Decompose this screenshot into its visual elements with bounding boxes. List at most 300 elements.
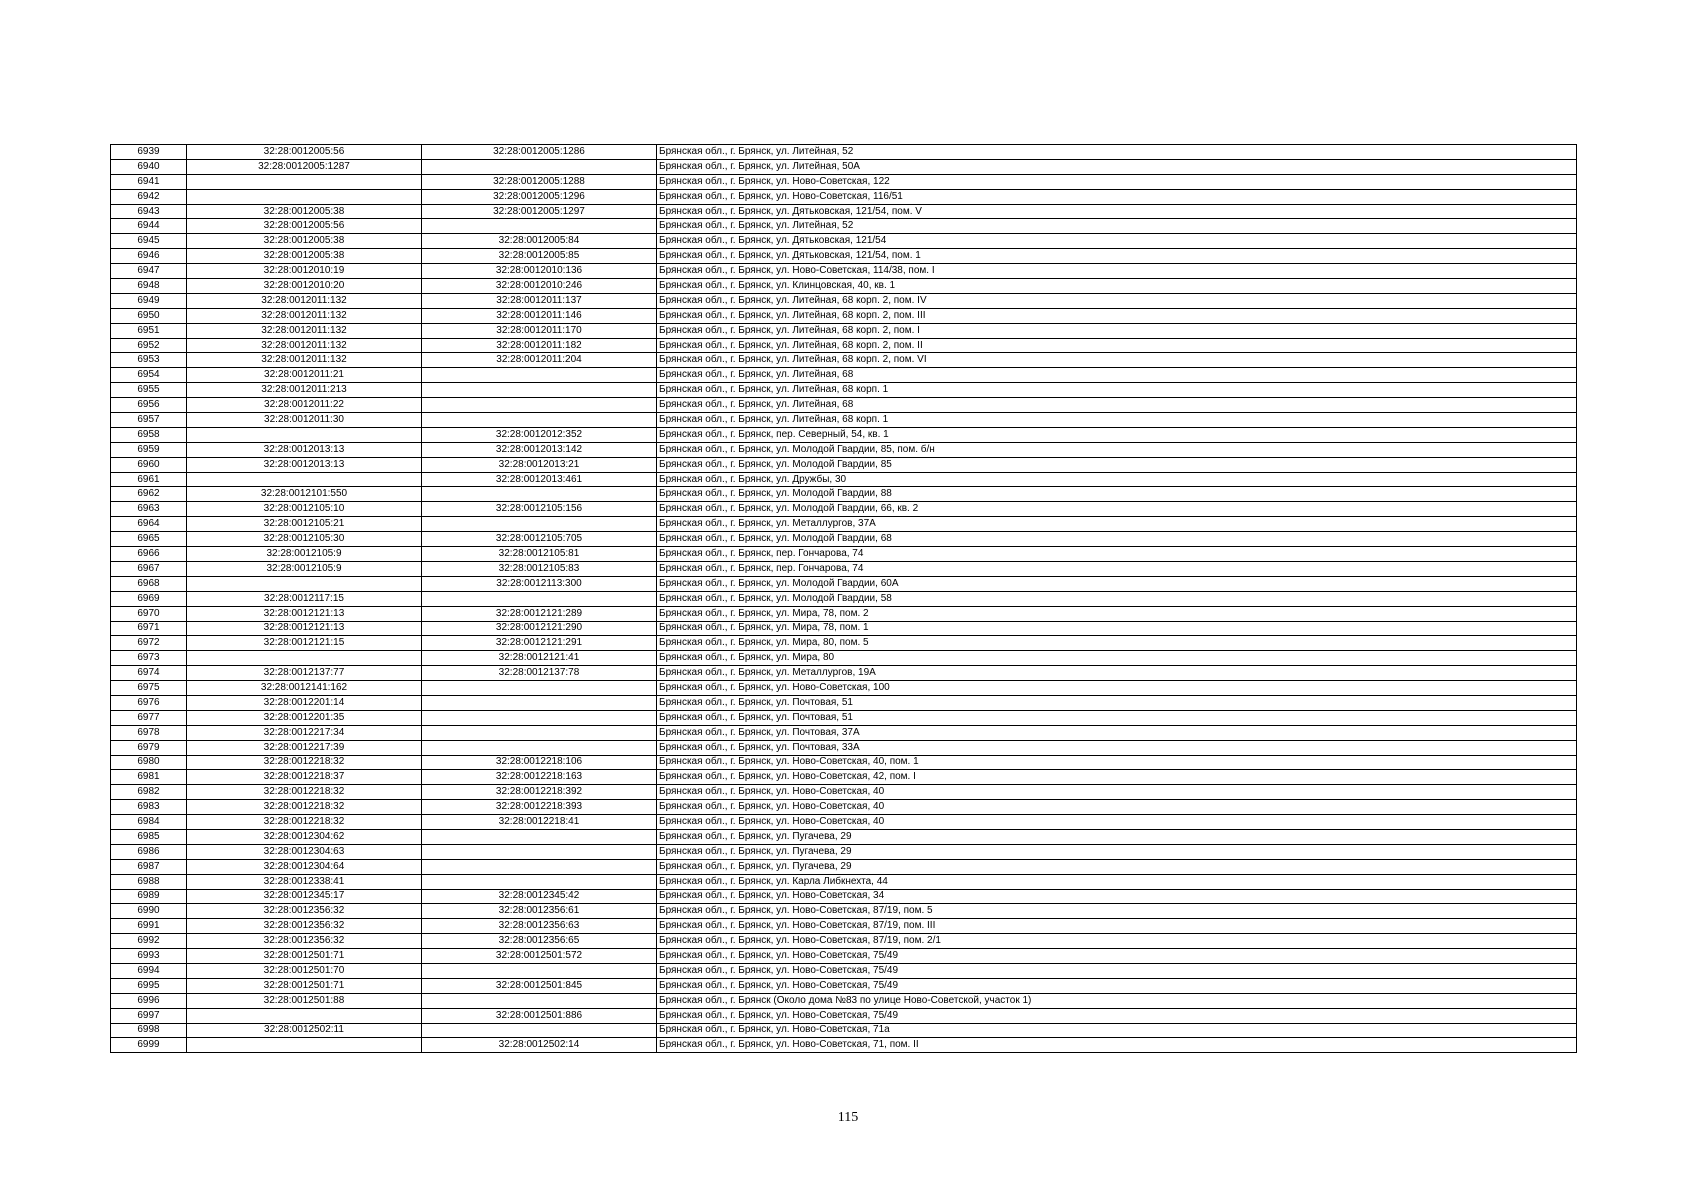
- address-cell: Брянская обл., г. Брянск, ул. Металлургов, 37А: [657, 517, 1577, 532]
- table-row: [111, 710, 1577, 725]
- row-number-cell: 6957: [111, 413, 187, 428]
- land-cadastral-number-cell: 32:28:0012218:32: [187, 800, 422, 815]
- row-number-cell: 6940: [111, 159, 187, 174]
- table-row: [111, 963, 1577, 978]
- building-cadastral-number-cell: 32:28:0012005:1296: [422, 189, 657, 204]
- building-cadastral-number-cell: 32:28:0012105:705: [422, 532, 657, 547]
- land-cadastral-number-cell: 32:28:0012338:41: [187, 874, 422, 889]
- address-cell: Брянская обл., г. Брянск, ул. Почтовая, 33А: [657, 740, 1577, 755]
- row-number-cell: 6972: [111, 636, 187, 651]
- building-cadastral-number-cell: [422, 368, 657, 383]
- address-cell: Брянская обл., г. Брянск, ул. Дружбы, 30: [657, 472, 1577, 487]
- table-row: [111, 249, 1577, 264]
- table-row: [111, 904, 1577, 919]
- land-cadastral-number-cell: 32:28:0012005:1287: [187, 159, 422, 174]
- row-number-cell: 6946: [111, 249, 187, 264]
- address-cell: Брянская обл., г. Брянск, ул. Ново-Советская, 71, пом. II: [657, 1038, 1577, 1053]
- row-number-cell: 6997: [111, 1008, 187, 1023]
- land-cadastral-number-cell: 32:28:0012218:32: [187, 815, 422, 830]
- land-cadastral-number-cell: [187, 1008, 422, 1023]
- row-number-cell: 6992: [111, 934, 187, 949]
- land-cadastral-number-cell: 32:28:0012011:132: [187, 308, 422, 323]
- building-cadastral-number-cell: 32:28:0012345:42: [422, 889, 657, 904]
- address-cell: Брянская обл., г. Брянск, ул. Молодой Гвардии, 66, кв. 2: [657, 502, 1577, 517]
- address-cell: Брянская обл., г. Брянск, ул. Мира, 80: [657, 651, 1577, 666]
- land-cadastral-number-cell: 32:28:0012502:11: [187, 1023, 422, 1038]
- land-cadastral-number-cell: [187, 651, 422, 666]
- row-number-cell: 6951: [111, 323, 187, 338]
- address-cell: Брянская обл., г. Брянск, ул. Ново-Советская, 42, пом. I: [657, 770, 1577, 785]
- building-cadastral-number-cell: [422, 740, 657, 755]
- building-cadastral-number-cell: 32:28:0012105:83: [422, 561, 657, 576]
- address-cell: Брянская обл., г. Брянск, ул. Литейная, 50А: [657, 159, 1577, 174]
- table-row: [111, 725, 1577, 740]
- building-cadastral-number-cell: 32:28:0012218:393: [422, 800, 657, 815]
- row-number-cell: 6949: [111, 293, 187, 308]
- building-cadastral-number-cell: [422, 681, 657, 696]
- land-cadastral-number-cell: 32:28:0012217:39: [187, 740, 422, 755]
- address-cell: Брянская обл., г. Брянск, ул. Литейная, 68 корп. 2, пом. IV: [657, 293, 1577, 308]
- building-cadastral-number-cell: [422, 159, 657, 174]
- row-number-cell: 6964: [111, 517, 187, 532]
- land-cadastral-number-cell: 32:28:0012010:20: [187, 279, 422, 294]
- land-cadastral-number-cell: 32:28:0012011:30: [187, 413, 422, 428]
- address-cell: Брянская обл., г. Брянск, ул. Дятьковская, 121/54, пом. 1: [657, 249, 1577, 264]
- row-number-cell: 6988: [111, 874, 187, 889]
- row-number-cell: 6958: [111, 427, 187, 442]
- land-cadastral-number-cell: 32:28:0012005:56: [187, 145, 422, 160]
- building-cadastral-number-cell: 32:28:0012501:886: [422, 1008, 657, 1023]
- table-row: [111, 1023, 1577, 1038]
- land-cadastral-number-cell: 32:28:0012005:38: [187, 204, 422, 219]
- row-number-cell: 6980: [111, 755, 187, 770]
- address-cell: Брянская обл., г. Брянск, ул. Ново-Советская, 87/19, пом. 2/1: [657, 934, 1577, 949]
- address-cell: Брянская обл., г. Брянск, ул. Почтовая, 37А: [657, 725, 1577, 740]
- table-row: [111, 576, 1577, 591]
- table-row: [111, 740, 1577, 755]
- table-row: [111, 293, 1577, 308]
- table-row: [111, 919, 1577, 934]
- building-cadastral-number-cell: 32:28:0012121:291: [422, 636, 657, 651]
- address-cell: Брянская обл., г. Брянск, ул. Карла Либкнехта, 44: [657, 874, 1577, 889]
- registry-table-body: [111, 145, 1577, 1053]
- address-cell: Брянская обл., г. Брянск, ул. Пугачева, 29: [657, 859, 1577, 874]
- address-cell: Брянская обл., г. Брянск, ул. Ново-Советская, 75/49: [657, 978, 1577, 993]
- row-number-cell: 6994: [111, 963, 187, 978]
- building-cadastral-number-cell: 32:28:0012011:170: [422, 323, 657, 338]
- building-cadastral-number-cell: [422, 844, 657, 859]
- land-cadastral-number-cell: 32:28:0012345:17: [187, 889, 422, 904]
- address-cell: Брянская обл., г. Брянск, ул. Литейная, 68 корп. 1: [657, 383, 1577, 398]
- land-cadastral-number-cell: 32:28:0012011:132: [187, 353, 422, 368]
- land-cadastral-number-cell: 32:28:0012011:22: [187, 398, 422, 413]
- address-cell: Брянская обл., г. Брянск, ул. Литейная, 68 корп. 2, пом. III: [657, 308, 1577, 323]
- land-cadastral-number-cell: 32:28:0012105:10: [187, 502, 422, 517]
- building-cadastral-number-cell: [422, 383, 657, 398]
- row-number-cell: 6981: [111, 770, 187, 785]
- row-number-cell: 6955: [111, 383, 187, 398]
- building-cadastral-number-cell: 32:28:0012502:14: [422, 1038, 657, 1053]
- land-cadastral-number-cell: 32:28:0012005:38: [187, 234, 422, 249]
- table-row: [111, 829, 1577, 844]
- row-number-cell: 6978: [111, 725, 187, 740]
- building-cadastral-number-cell: 32:28:0012013:21: [422, 457, 657, 472]
- land-cadastral-number-cell: 32:28:0012011:213: [187, 383, 422, 398]
- land-cadastral-number-cell: [187, 427, 422, 442]
- table-row: [111, 442, 1577, 457]
- table-row: [111, 279, 1577, 294]
- table-row: [111, 338, 1577, 353]
- land-cadastral-number-cell: 32:28:0012010:19: [187, 264, 422, 279]
- address-cell: Брянская обл., г. Брянск, ул. Ново-Советская, 40: [657, 800, 1577, 815]
- land-cadastral-number-cell: 32:28:0012013:13: [187, 457, 422, 472]
- table-row: [111, 189, 1577, 204]
- building-cadastral-number-cell: [422, 874, 657, 889]
- table-row: [111, 204, 1577, 219]
- building-cadastral-number-cell: 32:28:0012501:572: [422, 949, 657, 964]
- land-cadastral-number-cell: 32:28:0012121:15: [187, 636, 422, 651]
- row-number-cell: 6983: [111, 800, 187, 815]
- land-cadastral-number-cell: 32:28:0012013:13: [187, 442, 422, 457]
- land-cadastral-number-cell: 32:28:0012501:71: [187, 978, 422, 993]
- address-cell: Брянская обл., г. Брянск, ул. Ново-Советская, 122: [657, 174, 1577, 189]
- land-cadastral-number-cell: 32:28:0012217:34: [187, 725, 422, 740]
- address-cell: Брянская обл., г. Брянск, ул. Мира, 78, пом. 2: [657, 606, 1577, 621]
- table-row: [111, 487, 1577, 502]
- table-row: [111, 323, 1577, 338]
- land-cadastral-number-cell: 32:28:0012501:88: [187, 993, 422, 1008]
- table-row: [111, 1038, 1577, 1053]
- land-cadastral-number-cell: 32:28:0012218:32: [187, 785, 422, 800]
- land-cadastral-number-cell: 32:28:0012105:9: [187, 547, 422, 562]
- row-number-cell: 6974: [111, 666, 187, 681]
- building-cadastral-number-cell: [422, 591, 657, 606]
- land-cadastral-number-cell: 32:28:0012117:15: [187, 591, 422, 606]
- table-row: [111, 681, 1577, 696]
- building-cadastral-number-cell: [422, 725, 657, 740]
- table-row: [111, 591, 1577, 606]
- table-row: [111, 368, 1577, 383]
- table-row: [111, 993, 1577, 1008]
- address-cell: Брянская обл., г. Брянск, ул. Ново-Советская, 40: [657, 815, 1577, 830]
- table-row: [111, 800, 1577, 815]
- row-number-cell: 6976: [111, 695, 187, 710]
- address-cell: Брянская обл., г. Брянск, ул. Молодой Гвардии, 58: [657, 591, 1577, 606]
- address-cell: Брянская обл., г. Брянск, ул. Почтовая, 51: [657, 710, 1577, 725]
- land-cadastral-number-cell: 32:28:0012501:71: [187, 949, 422, 964]
- row-number-cell: 6986: [111, 844, 187, 859]
- building-cadastral-number-cell: 32:28:0012005:84: [422, 234, 657, 249]
- address-cell: Брянская обл., г. Брянск, пер. Гончарова, 74: [657, 547, 1577, 562]
- row-number-cell: 6968: [111, 576, 187, 591]
- building-cadastral-number-cell: 32:28:0012356:65: [422, 934, 657, 949]
- address-cell: Брянская обл., г. Брянск, ул. Литейная, 68 корп. 1: [657, 413, 1577, 428]
- building-cadastral-number-cell: 32:28:0012010:136: [422, 264, 657, 279]
- building-cadastral-number-cell: 32:28:0012105:156: [422, 502, 657, 517]
- land-cadastral-number-cell: 32:28:0012101:550: [187, 487, 422, 502]
- row-number-cell: 6961: [111, 472, 187, 487]
- address-cell: Брянская обл., г. Брянск, ул. Ново-Советская, 87/19, пом. 5: [657, 904, 1577, 919]
- row-number-cell: 6962: [111, 487, 187, 502]
- land-cadastral-number-cell: 32:28:0012356:32: [187, 934, 422, 949]
- address-cell: Брянская обл., г. Брянск, ул. Ново-Советская, 40: [657, 785, 1577, 800]
- table-row: [111, 398, 1577, 413]
- row-number-cell: 6995: [111, 978, 187, 993]
- table-row: [111, 636, 1577, 651]
- building-cadastral-number-cell: [422, 413, 657, 428]
- table-row: [111, 383, 1577, 398]
- row-number-cell: 6942: [111, 189, 187, 204]
- table-row: [111, 1008, 1577, 1023]
- building-cadastral-number-cell: [422, 517, 657, 532]
- building-cadastral-number-cell: [422, 859, 657, 874]
- address-cell: Брянская обл., г. Брянск, ул. Ново-Советская, 87/19, пом. III: [657, 919, 1577, 934]
- building-cadastral-number-cell: 32:28:0012010:246: [422, 279, 657, 294]
- table-row: [111, 695, 1577, 710]
- building-cadastral-number-cell: 32:28:0012005:1288: [422, 174, 657, 189]
- building-cadastral-number-cell: 32:28:0012005:1286: [422, 145, 657, 160]
- land-cadastral-number-cell: [187, 189, 422, 204]
- building-cadastral-number-cell: [422, 829, 657, 844]
- row-number-cell: 6999: [111, 1038, 187, 1053]
- row-number-cell: 6990: [111, 904, 187, 919]
- land-cadastral-number-cell: 32:28:0012356:32: [187, 919, 422, 934]
- row-number-cell: 6998: [111, 1023, 187, 1038]
- land-cadastral-number-cell: 32:28:0012304:63: [187, 844, 422, 859]
- table-row: [111, 308, 1577, 323]
- table-row: [111, 815, 1577, 830]
- land-cadastral-number-cell: 32:28:0012105:9: [187, 561, 422, 576]
- land-cadastral-number-cell: 32:28:0012501:70: [187, 963, 422, 978]
- building-cadastral-number-cell: 32:28:0012011:204: [422, 353, 657, 368]
- building-cadastral-number-cell: 32:28:0012121:41: [422, 651, 657, 666]
- building-cadastral-number-cell: 32:28:0012011:137: [422, 293, 657, 308]
- address-cell: Брянская обл., г. Брянск, ул. Литейная, 52: [657, 145, 1577, 160]
- table-row: [111, 978, 1577, 993]
- building-cadastral-number-cell: 32:28:0012218:392: [422, 785, 657, 800]
- land-cadastral-number-cell: 32:28:0012005:56: [187, 219, 422, 234]
- building-cadastral-number-cell: [422, 487, 657, 502]
- address-cell: Брянская обл., г. Брянск, ул. Дятьковская, 121/54: [657, 234, 1577, 249]
- building-cadastral-number-cell: [422, 219, 657, 234]
- land-cadastral-number-cell: 32:28:0012121:13: [187, 606, 422, 621]
- land-cadastral-number-cell: 32:28:0012011:132: [187, 323, 422, 338]
- land-cadastral-number-cell: [187, 576, 422, 591]
- table-row: [111, 264, 1577, 279]
- land-cadastral-number-cell: 32:28:0012011:21: [187, 368, 422, 383]
- table-row: [111, 770, 1577, 785]
- address-cell: Брянская обл., г. Брянск, ул. Молодой Гвардии, 68: [657, 532, 1577, 547]
- address-cell: Брянская обл., г. Брянск, ул. Литейная, 68: [657, 368, 1577, 383]
- table-row: [111, 889, 1577, 904]
- row-number-cell: 6960: [111, 457, 187, 472]
- row-number-cell: 6975: [111, 681, 187, 696]
- address-cell: Брянская обл., г. Брянск, ул. Ново-Советская, 75/49: [657, 1008, 1577, 1023]
- address-cell: Брянская обл., г. Брянск, ул. Клинцовская, 40, кв. 1: [657, 279, 1577, 294]
- row-number-cell: 6965: [111, 532, 187, 547]
- building-cadastral-number-cell: 32:28:0012356:63: [422, 919, 657, 934]
- row-number-cell: 6970: [111, 606, 187, 621]
- address-cell: Брянская обл., г. Брянск, ул. Литейная, 68: [657, 398, 1577, 413]
- row-number-cell: 6944: [111, 219, 187, 234]
- address-cell: Брянская обл., г. Брянск, ул. Молодой Гвардии, 88: [657, 487, 1577, 502]
- table-row: [111, 755, 1577, 770]
- address-cell: Брянская обл., г. Брянск, ул. Металлургов, 19А: [657, 666, 1577, 681]
- building-cadastral-number-cell: 32:28:0012113:300: [422, 576, 657, 591]
- address-cell: Брянская обл., г. Брянск, ул. Литейная, 68 корп. 2, пом. I: [657, 323, 1577, 338]
- building-cadastral-number-cell: [422, 710, 657, 725]
- land-cadastral-number-cell: 32:28:0012304:62: [187, 829, 422, 844]
- building-cadastral-number-cell: 32:28:0012218:163: [422, 770, 657, 785]
- address-cell: Брянская обл., г. Брянск, пер. Гончарова, 74: [657, 561, 1577, 576]
- row-number-cell: 6954: [111, 368, 187, 383]
- row-number-cell: 6963: [111, 502, 187, 517]
- land-cadastral-number-cell: [187, 1038, 422, 1053]
- row-number-cell: 6985: [111, 829, 187, 844]
- land-cadastral-number-cell: 32:28:0012011:132: [187, 338, 422, 353]
- table-row: [111, 621, 1577, 636]
- row-number-cell: 6939: [111, 145, 187, 160]
- land-cadastral-number-cell: 32:28:0012201:35: [187, 710, 422, 725]
- building-cadastral-number-cell: 32:28:0012013:461: [422, 472, 657, 487]
- row-number-cell: 6991: [111, 919, 187, 934]
- table-row: [111, 949, 1577, 964]
- address-cell: Брянская обл., г. Брянск, ул. Пугачева, 29: [657, 844, 1577, 859]
- page-number: 115: [837, 1110, 859, 1125]
- row-number-cell: 6984: [111, 815, 187, 830]
- table-row: [111, 859, 1577, 874]
- building-cadastral-number-cell: [422, 993, 657, 1008]
- address-cell: Брянская обл., г. Брянск, ул. Ново-Советская, 34: [657, 889, 1577, 904]
- address-cell: Брянская обл., г. Брянск, ул. Ново-Советская, 75/49: [657, 949, 1577, 964]
- building-cadastral-number-cell: 32:28:0012121:290: [422, 621, 657, 636]
- address-cell: Брянская обл., г. Брянск, ул. Ново-Советская, 114/38, пом. I: [657, 264, 1577, 279]
- table-row: [111, 666, 1577, 681]
- building-cadastral-number-cell: 32:28:0012011:146: [422, 308, 657, 323]
- row-number-cell: 6948: [111, 279, 187, 294]
- address-cell: Брянская обл., г. Брянск, ул. Мира, 80, пом. 5: [657, 636, 1577, 651]
- row-number-cell: 6947: [111, 264, 187, 279]
- building-cadastral-number-cell: 32:28:0012218:106: [422, 755, 657, 770]
- table-row: [111, 234, 1577, 249]
- row-number-cell: 6950: [111, 308, 187, 323]
- land-cadastral-number-cell: 32:28:0012356:32: [187, 904, 422, 919]
- building-cadastral-number-cell: 32:28:0012218:41: [422, 815, 657, 830]
- address-cell: Брянская обл., г. Брянск, ул. Литейная, 68 корп. 2, пом. II: [657, 338, 1577, 353]
- row-number-cell: 6959: [111, 442, 187, 457]
- land-cadastral-number-cell: 32:28:0012201:14: [187, 695, 422, 710]
- building-cadastral-number-cell: 32:28:0012121:289: [422, 606, 657, 621]
- table-row: [111, 353, 1577, 368]
- row-number-cell: 6941: [111, 174, 187, 189]
- address-cell: Брянская обл., г. Брянск, ул. Молодой Гвардии, 85, пом. б/н: [657, 442, 1577, 457]
- address-cell: Брянская обл., г. Брянск, ул. Дятьковская, 121/54, пом. V: [657, 204, 1577, 219]
- building-cadastral-number-cell: 32:28:0012356:61: [422, 904, 657, 919]
- row-number-cell: 6973: [111, 651, 187, 666]
- row-number-cell: 6969: [111, 591, 187, 606]
- building-cadastral-number-cell: 32:28:0012105:81: [422, 547, 657, 562]
- registry-table: [110, 144, 1577, 1053]
- building-cadastral-number-cell: [422, 1023, 657, 1038]
- table-row: [111, 457, 1577, 472]
- table-row: [111, 547, 1577, 562]
- table-row: [111, 561, 1577, 576]
- land-cadastral-number-cell: 32:28:0012141:162: [187, 681, 422, 696]
- table-row: [111, 517, 1577, 532]
- address-cell: Брянская обл., г. Брянск, ул. Литейная, 52: [657, 219, 1577, 234]
- table-row: [111, 874, 1577, 889]
- address-cell: Брянская обл., г. Брянск, ул. Молодой Гвардии, 85: [657, 457, 1577, 472]
- row-number-cell: 6982: [111, 785, 187, 800]
- building-cadastral-number-cell: 32:28:0012005:1297: [422, 204, 657, 219]
- row-number-cell: 6943: [111, 204, 187, 219]
- building-cadastral-number-cell: 32:28:0012011:182: [422, 338, 657, 353]
- building-cadastral-number-cell: 32:28:0012012:352: [422, 427, 657, 442]
- land-cadastral-number-cell: 32:28:0012011:132: [187, 293, 422, 308]
- row-number-cell: 6956: [111, 398, 187, 413]
- table-row: [111, 174, 1577, 189]
- table-row: [111, 651, 1577, 666]
- land-cadastral-number-cell: [187, 174, 422, 189]
- address-cell: Брянская обл., г. Брянск, ул. Ново-Советская, 40, пом. 1: [657, 755, 1577, 770]
- table-row: [111, 934, 1577, 949]
- table-row: [111, 844, 1577, 859]
- address-cell: Брянская обл., г. Брянск, ул. Литейная, 68 корп. 2, пом. VI: [657, 353, 1577, 368]
- address-cell: Брянская обл., г. Брянск, ул. Ново-Советская, 75/49: [657, 963, 1577, 978]
- building-cadastral-number-cell: [422, 695, 657, 710]
- address-cell: Брянская обл., г. Брянск, ул. Молодой Гвардии, 60А: [657, 576, 1577, 591]
- building-cadastral-number-cell: [422, 963, 657, 978]
- row-number-cell: 6967: [111, 561, 187, 576]
- row-number-cell: 6953: [111, 353, 187, 368]
- land-cadastral-number-cell: 32:28:0012105:30: [187, 532, 422, 547]
- row-number-cell: 6996: [111, 993, 187, 1008]
- land-cadastral-number-cell: [187, 472, 422, 487]
- address-cell: Брянская обл., г. Брянск, ул. Мира, 78, пом. 1: [657, 621, 1577, 636]
- land-cadastral-number-cell: 32:28:0012105:21: [187, 517, 422, 532]
- land-cadastral-number-cell: 32:28:0012121:13: [187, 621, 422, 636]
- row-number-cell: 6979: [111, 740, 187, 755]
- row-number-cell: 6993: [111, 949, 187, 964]
- table-row: [111, 427, 1577, 442]
- table-row: [111, 413, 1577, 428]
- building-cadastral-number-cell: [422, 398, 657, 413]
- table-row: [111, 606, 1577, 621]
- row-number-cell: 6987: [111, 859, 187, 874]
- address-cell: Брянская обл., г. Брянск, ул. Почтовая, 51: [657, 695, 1577, 710]
- land-cadastral-number-cell: 32:28:0012218:32: [187, 755, 422, 770]
- address-cell: Брянская обл., г. Брянск, ул. Ново-Советская, 71а: [657, 1023, 1577, 1038]
- table-row: [111, 159, 1577, 174]
- address-cell: Брянская обл., г. Брянск, ул. Пугачева, 29: [657, 829, 1577, 844]
- land-cadastral-number-cell: 32:28:0012304:64: [187, 859, 422, 874]
- building-cadastral-number-cell: 32:28:0012137:78: [422, 666, 657, 681]
- table-row: [111, 532, 1577, 547]
- land-cadastral-number-cell: 32:28:0012005:38: [187, 249, 422, 264]
- address-cell: Брянская обл., г. Брянск, ул. Ново-Советская, 100: [657, 681, 1577, 696]
- table-row: [111, 145, 1577, 160]
- row-number-cell: 6945: [111, 234, 187, 249]
- row-number-cell: 6989: [111, 889, 187, 904]
- table-row: [111, 219, 1577, 234]
- address-cell: Брянская обл., г. Брянск, ул. Ново-Советская, 116/51: [657, 189, 1577, 204]
- table-row: [111, 785, 1577, 800]
- land-cadastral-number-cell: 32:28:0012137:77: [187, 666, 422, 681]
- address-cell: Брянская обл., г. Брянск (Около дома №83 по улице Ново-Советской, участок 1): [657, 993, 1577, 1008]
- table-row: [111, 472, 1577, 487]
- row-number-cell: 6971: [111, 621, 187, 636]
- address-cell: Брянская обл., г. Брянск, пер. Северный, 54, кв. 1: [657, 427, 1577, 442]
